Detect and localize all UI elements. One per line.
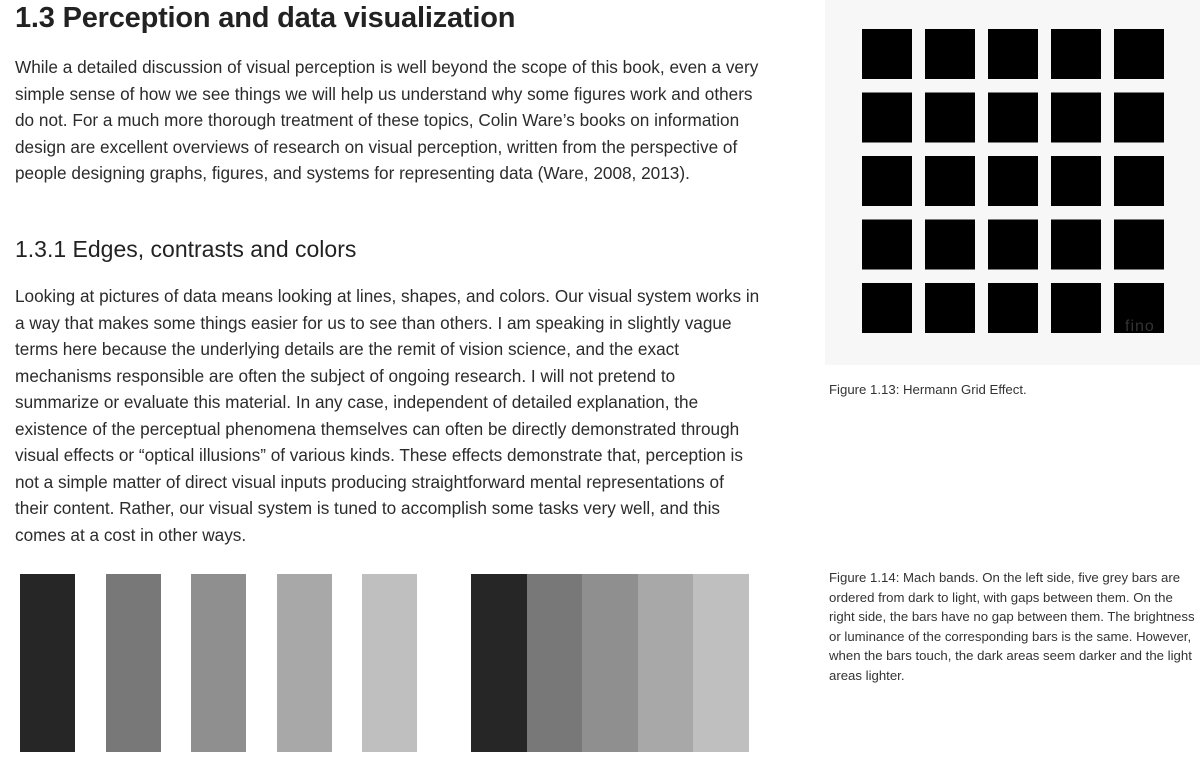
subsection-title: 1.3.1 Edges, contrasts and colors (15, 236, 357, 262)
section-title: 1.3 Perception and data visualization (15, 2, 516, 34)
grid-square-r2-c3 (988, 93, 1038, 143)
joined-bar-5 (693, 574, 749, 752)
grid-square-r5-c1 (862, 283, 912, 333)
grid-square-r1-c5 (1114, 29, 1164, 79)
joined-bar-4 (638, 574, 694, 752)
grid-square-r2-c1 (862, 93, 912, 143)
gapped-bar-5 (362, 574, 417, 752)
joined-bar-2 (527, 574, 583, 752)
joined-bar-3 (582, 574, 638, 752)
gapped-bar-4 (277, 574, 332, 752)
grid-square-r3-c4 (1051, 156, 1101, 206)
grid-square-r2-c2 (925, 93, 975, 143)
grid-square-r5-c4 (1051, 283, 1101, 333)
figure-1-13-caption: Figure 1.13: Hermann Grid Effect. (829, 382, 1027, 397)
hermann-grid-figure (825, 0, 1200, 365)
grid-square-r4-c1 (862, 220, 912, 270)
grid-square-r1-c2 (925, 29, 975, 79)
gapped-bar-2 (106, 574, 161, 752)
gapped-bar-3 (191, 574, 246, 752)
hermann-grid-svg (825, 0, 1200, 365)
joined-bar-1 (471, 574, 527, 752)
grid-square-r4-c4 (1051, 220, 1101, 270)
grid-square-r5-c2 (925, 283, 975, 333)
subsection-paragraph: Looking at pictures of data means looking at lines, shapes, and colors. Our visual system works in a way that makes some things easier for us to see than others. I am speaking in slightly vague terms here because the underlying details are the remit of vision science, and the exact mechanisms responsible are often the subject of ongoing research. I will not pretend to summarize or evaluate this material. In any case, independent of detailed explanation, the existence of the perceptual phenomena themselves can often be directly demonstrated through visual effects or “optical illusions” of various kinds. These effects demonstrate that, perception is not a simple matter of direct visual inputs producing straightforward mental representations of their content. Rather, our visual system is tuned to accomplish some tasks very well, and this comes at a cost in other ways. (15, 286, 760, 545)
grid-square-r3-c5 (1114, 156, 1164, 206)
figure-watermark: fino (1125, 318, 1155, 335)
grid-square-r3-c3 (988, 156, 1038, 206)
grid-square-r3-c2 (925, 156, 975, 206)
grid-square-r2-c4 (1051, 93, 1101, 143)
grid-square-r3-c1 (862, 156, 912, 206)
grid-square-r5-c3 (988, 283, 1038, 333)
grid-square-r4-c3 (988, 220, 1038, 270)
grid-square-r4-c5 (1114, 220, 1164, 270)
gapped-bar-1 (20, 574, 75, 752)
grid-square-r2-c5 (1114, 93, 1164, 143)
grid-square-r4-c2 (925, 220, 975, 270)
grid-square-r1-c3 (988, 29, 1038, 79)
intro-paragraph: While a detailed discussion of visual perception is well beyond the scope of this book, even a very simple sense of how we see things we will help us understand why some figures work and others do not. For a much more thorough treatment of these topics, Colin Ware’s books on information design are excellent overviews of research on visual perception, written from the perspective of people designing graphs, figures, and systems for representing data (Ware, 2008, 2013). (15, 57, 759, 183)
mach-bands-figure (0, 574, 800, 752)
grid-square-r1-c1 (862, 29, 912, 79)
figure-1-14-caption: Figure 1.14: Mach bands. On the left side, five grey bars are ordered from dark to light, with gaps between them. On the right side, the bars have no gap between them. The brightness or luminance of the corresponding bars is the same. However, when the bars touch, the dark areas seem darker and the light areas lighter. (829, 570, 1195, 683)
grid-square-r1-c4 (1051, 29, 1101, 79)
